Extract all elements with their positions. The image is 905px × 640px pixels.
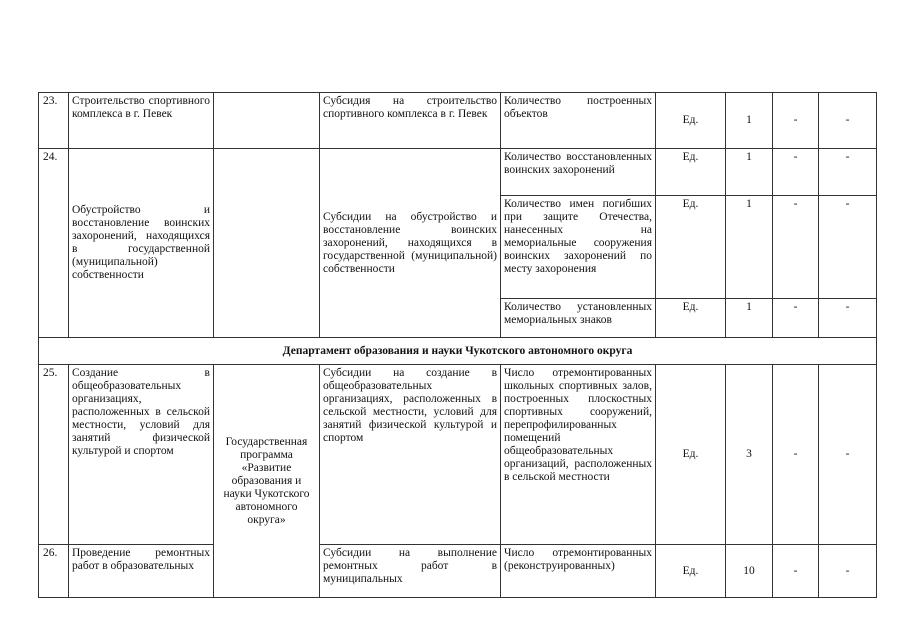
indicator-unit: Ед. [656, 93, 726, 149]
indicator-value-2: - [773, 299, 819, 338]
indicator-unit: Ед. [656, 149, 726, 196]
program-table [38, 92, 877, 598]
row-number: 23. [39, 93, 69, 149]
table-row [39, 545, 877, 598]
indicator-name: Количество установленных мемориальных знаков [501, 299, 656, 338]
indicator-value-3: - [819, 299, 877, 338]
indicator-name: Число отремонтированных (реконструированных) [501, 545, 656, 598]
indicator-value-3: - [819, 93, 877, 149]
program-cell-empty [214, 93, 320, 149]
subsidy-name: Субсидии на создание в общеобразовательных организациях, расположенных в сельской местности, условий для занятий физической культурой и спортом [320, 365, 501, 545]
row-number: 26. [39, 545, 69, 598]
indicator-value-3: - [819, 149, 877, 196]
indicator-unit: Ед. [656, 299, 726, 338]
indicator-value-2: - [773, 365, 819, 545]
indicator-value: 1 [726, 196, 773, 299]
indicator-name: Количество построенных объектов [501, 93, 656, 149]
indicator-unit: Ед. [656, 196, 726, 299]
indicator-unit: Ед. [656, 365, 726, 545]
event-name: Строительство спортивного комплекса в г. Певек [69, 93, 214, 149]
indicator-value-3: - [819, 365, 877, 545]
program-cell-empty [214, 149, 320, 338]
event-name: Создание в общеобразовательных организациях, расположенных в сельской местности, условий для занятий физической культурой и спортом [69, 365, 214, 545]
indicator-value-2: - [773, 149, 819, 196]
event-name: Обустройство и восстановление воинских захоронений, находящихся в государственной (муниципальной) собственности [69, 149, 214, 338]
section-header-row [39, 338, 877, 365]
table-row [39, 149, 877, 196]
subsidy-name: Субсидии на обустройство и восстановление воинских захоронений, находящихся в государственной (муниципальной) собственности [320, 149, 501, 338]
row-number: 25. [39, 365, 69, 545]
indicator-value-2: - [773, 545, 819, 598]
indicator-value-2: - [773, 93, 819, 149]
row-number: 24. [39, 149, 69, 338]
indicator-value-2: - [773, 196, 819, 299]
table-row [39, 365, 877, 545]
indicator-name: Количество имен погибших при защите Отечества, нанесенных на мемориальные сооружения воинских захоронений по месту захоронения [501, 196, 656, 299]
program-name: Государственная программа «Развитие образования и науки Чукотского автономного округа» [214, 365, 320, 598]
indicator-unit: Ед. [656, 545, 726, 598]
indicator-value: 1 [726, 299, 773, 338]
indicator-value: 1 [726, 149, 773, 196]
indicator-name: Число отремонтированных школьных спортивных залов, построенных плоскостных спортивных сооружений, перепрофилированных помещений общеобразовательных организаций, расположенных в сельской местности [501, 365, 656, 545]
indicator-value-3: - [819, 545, 877, 598]
document-page [38, 92, 876, 600]
indicator-name: Количество восстановленных воинских захоронений [501, 149, 656, 196]
department-header: Департамент образования и науки Чукотского автономного округа [39, 338, 877, 365]
subsidy-name: Субсидии на выполнение ремонтных работ в муниципальных [320, 545, 501, 598]
indicator-value: 3 [726, 365, 773, 545]
indicator-value-3: - [819, 196, 877, 299]
event-name: Проведение ремонтных работ в образовательных [69, 545, 214, 598]
subsidy-name: Субсидия на строительство спортивного комплекса в г. Певек [320, 93, 501, 149]
indicator-value: 10 [726, 545, 773, 598]
table-row [39, 93, 877, 149]
indicator-value: 1 [726, 93, 773, 149]
